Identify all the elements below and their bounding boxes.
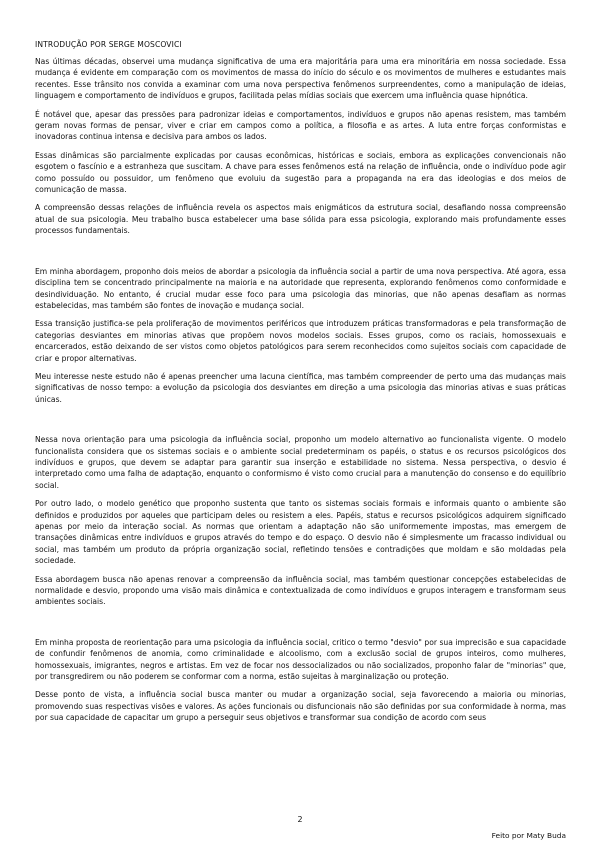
paragraph: Essa transição justifica-se pela proliferação de movimentos periféricos que introduzem práticas transformadoras e pela transformação de categorias desviantes em minorias ativas que propõem novos modelos sociais. Esses grupos, como os raciais, homossexuais e encarcerados, estão deixando de ser vistos como objetos patológicos para serem reconhecidos como sujeitos sociais com capacidade de criar e propor alternativas. bbox=[35, 319, 566, 363]
paragraph: A compreensão dessas relações de influência revela os aspectos mais enigmáticos da estrutura social, desafiando nossa compreensão atual de sua psicologia. Meu trabalho busca estabelecer uma base sólida para essa psicologia, explorando mais profundamente esses processos fundamentais. bbox=[35, 203, 566, 236]
paragraph: Em minha proposta de reorientação para uma psicologia da influência social, critico o termo "desvio" por sua imprecisão e sua capacidade de confundir fenômenos de anomia, como criminalidade e alcoolismo, com a exclusão social de grupos inteiros, como mulheres, homossexuais, imigrantes, negros e artistas. Em vez de focar nos dessocializados ou não socializados, proponho falar de "minorias" que, por transgredirem ou não poderem se conformar com a norma, estão sujeitas à marginalização ou proteção. bbox=[35, 637, 566, 682]
paragraph: Nas últimas décadas, observei uma mudança significativa de uma era majoritária para uma era minoritária em nossa sociedade. Essa mudança é evidente em comparação com os movimentos de massa do início do século e os movimentos de mulheres e estudantes mais recentes. Esse trânsito nos convida a examinar com uma nova perspectiva fenômenos surpreendentes, como a manipulação de ideias, linguagem e comportamento de indivíduos e grupos, facilitada pelas mídias sociais que exercem uma influência quase hipnótica. bbox=[35, 57, 566, 101]
paragraph: Por outro lado, o modelo genético que proponho sustenta que tanto os sistemas sociais formais e informais quanto o ambiente são definidos e produzidos por aqueles que participam deles ou resistem a eles. Papéis, status e recursos psicológicos adquirem significado apenas por meio da interação social. As normas que orientam a adaptação não são uniformemente impostas, mas emergem de transações dinâmicas entre indivíduos e grupos através do tempo e do espaço. O desvio não é simplesmente um fracasso individual ou social, mas também um produto da própria organização social, refletindo tensões e contradições que moldam e são moldadas pela sociedade. bbox=[35, 499, 566, 566]
section-gap bbox=[35, 615, 566, 637]
page-number: 2 bbox=[297, 815, 303, 824]
paragraph: Essas dinâmicas são parcialmente explicadas por causas econômicas, históricas e sociais, embora as explicações convencionais não esgotem o fascínio e a estranheza que suscitam. A chave para esses fenômenos está na relação de influência, onde o indivíduo pode agir como possuído ou possuidor, um fenômeno que evoluiu da sugestão para a propaganda na era das ideologias e dos meios de comunicação de massa. bbox=[35, 150, 566, 195]
section-gap bbox=[35, 412, 566, 434]
section-gap bbox=[35, 244, 566, 266]
paragraph: Em minha abordagem, proponho dois meios de abordar a psicologia da influência social a partir de uma nova perspectiva. Até agora, essa disciplina tem se concentrado principalmente na maioria e na autoridade que representa, explorando fenômenos como conformidade e desindividuação. No entanto, é crucial mudar esse foco para uma psicologia das minorias, que não apenas desafiam as normas estabelecidas, mas também são fontes de inovação e mudança social. bbox=[35, 266, 566, 310]
paragraph: Essa abordagem busca não apenas renovar a compreensão da influência social, mas também questionar concepções estabelecidas de normalidade e desvio, propondo uma visão mais dinâmica e contextualizada de como indivíduos e grupos interagem e transformam seus ambientes sociais. bbox=[35, 574, 566, 607]
author-credit: Feito por Maty Buda bbox=[491, 831, 566, 840]
paragraph: É notável que, apesar das pressões para padronizar ideias e comportamentos, indivíduos e grupos não apenas resistem, mas também geram novas formas de pensar, viver e criar em campos como a política, a filosofia e as artes. A luta entre forças conformistas e inovadoras continua intensa e decisiva para ambos os lados. bbox=[35, 109, 566, 142]
paragraph: Nessa nova orientação para uma psicologia da influência social, proponho um modelo alternativo ao funcionalista vigente. O modelo funcionalista considera que os sistemas sociais e o ambiente social predeterminam os papéis, o status e os recursos psicológicos dos indivíduos e grupos, que devem se adaptar para garantir sua inserção e estabilidade no sistema. Nessa perspectiva, o desvio é interpretado como uma falha de adaptação, enquanto o conformismo é visto como crucial para a manutenção do consenso e do equilíbrio social. bbox=[35, 435, 566, 490]
document-body bbox=[35, 40, 566, 731]
document-title: INTRODUÇÃO POR SERGE MOSCOVICI bbox=[35, 40, 182, 49]
paragraph: Desse ponto de vista, a influência social busca manter ou mudar a organização social, seja favorecendo a maioria ou minorias, promovendo suas respectivas visões e valores. As ações funcionais ou disfuncionais não são definidas por sua conformidade à norma, mas por sua capacidade de capacitar um grupo a perseguir seus objetivos e transformar sua condição de acordo com seus bbox=[35, 690, 566, 723]
paragraph: Meu interesse neste estudo não é apenas preencher uma lacuna científica, mas também compreender de perto uma das mudanças mais significativas de nosso tempo: a evolução da psicologia dos desviantes em direção a uma psicologia das minorias ativas e suas práticas únicas. bbox=[35, 371, 566, 404]
